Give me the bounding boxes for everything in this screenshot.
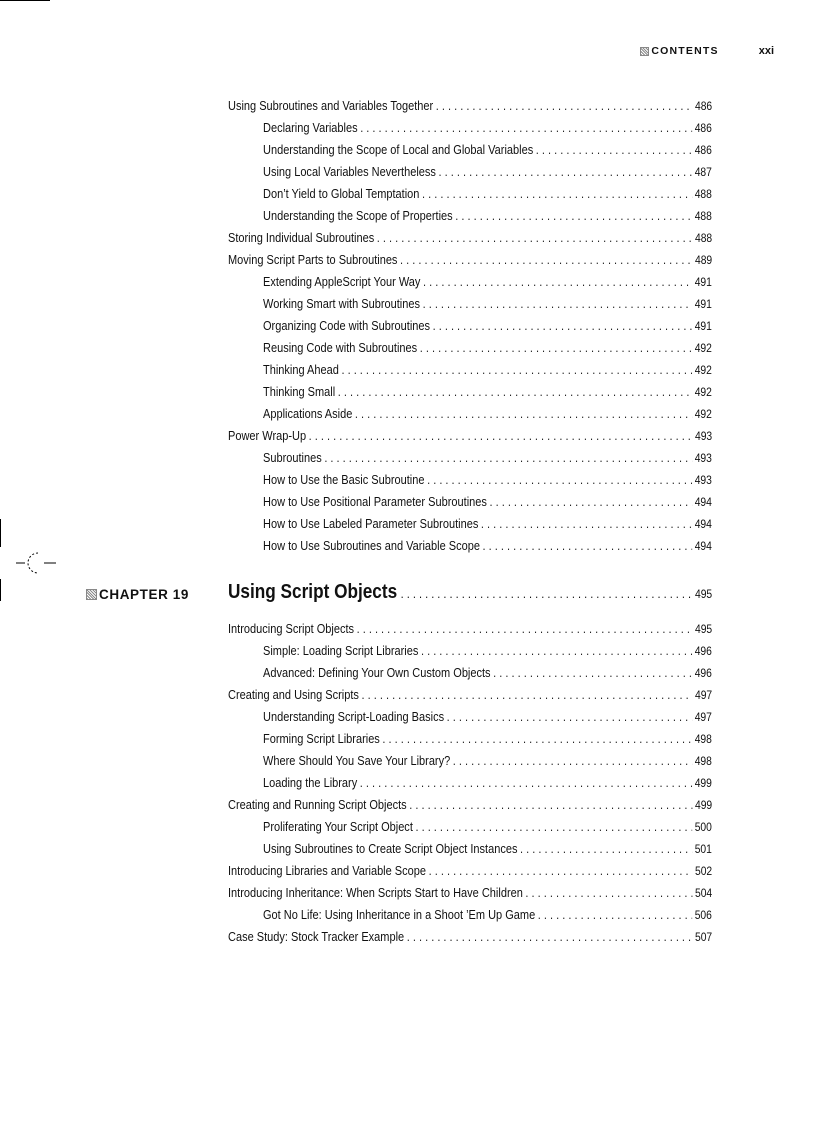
- toc-entry-page: 507: [694, 930, 713, 944]
- toc-entry-page: 502: [694, 864, 713, 878]
- toc-entry-page: 492: [694, 385, 712, 399]
- toc-entry-page: 501: [694, 842, 712, 856]
- toc-entry-page: 488: [694, 209, 712, 223]
- toc-entry-title: Introducing Script Objects: [228, 621, 355, 636]
- toc-entry-page: 493: [694, 451, 712, 465]
- toc-entry-page: 494: [694, 495, 712, 509]
- toc-entry-title: Introducing Libraries and Variable Scope: [228, 863, 427, 878]
- toc-entry-title: Advanced: Defining Your Own Custom Objects: [263, 665, 491, 680]
- leader-dots: [415, 818, 692, 836]
- chapter-title: Using Script Objects: [228, 581, 398, 603]
- toc-entry-page: 498: [694, 732, 712, 746]
- toc-entry-page: 493: [694, 473, 712, 487]
- leader-dots: [455, 207, 692, 225]
- toc-entry-title: Where Should You Save Your Library?: [263, 753, 451, 768]
- leader-dots: [433, 317, 693, 335]
- chapter-title-entry[interactable]: [228, 581, 712, 607]
- leader-dots: [338, 383, 692, 401]
- toc-entry-title: Declaring Variables: [263, 120, 358, 135]
- toc-entry-page: 486: [694, 99, 713, 113]
- leader-dots: [427, 471, 692, 489]
- leader-dots: [489, 493, 692, 511]
- toc-entry-page: 500: [694, 820, 712, 834]
- toc-entry[interactable]: [263, 642, 712, 660]
- toc-entry-page: 487: [694, 165, 712, 179]
- toc-entry[interactable]: [228, 884, 712, 902]
- leader-dots: [377, 229, 693, 247]
- toc-entry[interactable]: [263, 119, 712, 137]
- leader-dots: [481, 515, 692, 533]
- toc-entry-title: Creating and Using Scripts: [228, 687, 359, 702]
- toc-entry-page: 499: [694, 776, 712, 790]
- toc-entry[interactable]: [263, 471, 712, 489]
- toc-entry-title: How to Use Labeled Parameter Subroutines: [263, 516, 479, 531]
- toc-entry-title: Using Subroutines to Create Script Object Instances: [263, 841, 518, 856]
- toc-entry-title: Thinking Ahead: [263, 362, 339, 377]
- toc-entry-title: How to Use the Basic Subroutine: [263, 472, 425, 487]
- toc-entry-title: Introducing Inheritance: When Scripts Start to Have Children: [228, 885, 523, 900]
- toc-entry-page: 498: [694, 754, 712, 768]
- toc-entry-page: 496: [694, 644, 712, 658]
- toc-entry-title: Moving Script Parts to Subroutines: [228, 252, 398, 267]
- leader-dots: [382, 730, 692, 748]
- toc-entry-page: 496: [694, 666, 712, 680]
- page-number: xxi: [758, 45, 774, 57]
- toc-entry-title: Power Wrap-Up: [228, 428, 307, 443]
- leader-dots: [360, 774, 692, 792]
- running-header: [640, 44, 774, 58]
- toc-entry[interactable]: [263, 664, 712, 682]
- crop-mark-left-lower: [0, 579, 1, 601]
- toc-entry-title: Working Smart with Subroutines: [263, 296, 421, 311]
- toc-entry-page: 486: [694, 143, 712, 157]
- leader-dots: [438, 163, 692, 181]
- toc-entry[interactable]: [263, 730, 712, 748]
- toc-entry[interactable]: [263, 185, 712, 203]
- toc-entry[interactable]: [263, 273, 712, 291]
- toc-entry[interactable]: [263, 339, 712, 357]
- toc-entry-title: How to Use Positional Parameter Subroutines: [263, 494, 487, 509]
- toc-entry-title: Got No Life: Using Inheritance in a Shoot ’Em Up Game: [263, 907, 536, 922]
- toc-entry-title: Reusing Code with Subroutines: [263, 340, 418, 355]
- toc-entry-title: Extending AppleScript Your Way: [263, 274, 421, 289]
- toc-entry-page: 493: [694, 429, 713, 443]
- toc-entry[interactable]: [263, 207, 712, 225]
- toc-entry-title: Thinking Small: [263, 384, 336, 399]
- toc-entry[interactable]: [263, 752, 712, 770]
- crop-mark-top: [0, 0, 50, 1]
- leader-dots: [420, 339, 692, 357]
- toc-entry[interactable]: [263, 515, 712, 533]
- toc-entry[interactable]: [228, 229, 712, 247]
- leader-dots: [341, 361, 692, 379]
- toc-entry-page: 491: [694, 275, 712, 289]
- toc-entry-page: 486: [694, 121, 712, 135]
- leader-dots: [429, 862, 693, 880]
- toc-entry-title: Organizing Code with Subroutines: [263, 318, 431, 333]
- toc-entry-title: Case Study: Stock Tracker Example: [228, 929, 405, 944]
- leader-dots: [538, 906, 692, 924]
- toc-entry[interactable]: [228, 97, 712, 115]
- toc-entry-title: Applications Aside: [263, 406, 353, 421]
- toc-entry-title: Understanding the Scope of Local and Global Variables: [263, 142, 534, 157]
- toc-entry[interactable]: [263, 163, 712, 181]
- leader-dots: [423, 273, 692, 291]
- toc-entry[interactable]: [263, 840, 712, 858]
- leader-dots: [423, 295, 693, 313]
- chapter-label: [86, 585, 189, 603]
- section-label: CONTENTS: [651, 45, 719, 57]
- leader-dots: [447, 708, 692, 726]
- toc-entry-title: Understanding Script-Loading Basics: [263, 709, 445, 724]
- registration-mark-icon: [16, 548, 56, 578]
- toc-entry-page: 495: [694, 622, 713, 636]
- leader-dots: [536, 141, 692, 159]
- leader-dots: [360, 119, 692, 137]
- toc-entry-title: Subroutines: [263, 450, 322, 465]
- leader-dots: [401, 586, 692, 601]
- toc-entry[interactable]: [263, 317, 712, 335]
- leader-dots: [361, 686, 692, 704]
- leader-dots: [409, 796, 692, 814]
- toc-entry[interactable]: [263, 295, 712, 313]
- toc-entry[interactable]: [263, 383, 712, 401]
- toc-entry-page: 488: [694, 187, 712, 201]
- crop-mark-left-upper: [0, 519, 1, 547]
- toc-entry[interactable]: [263, 774, 712, 792]
- toc-entry-page: 499: [694, 798, 713, 812]
- toc-entry-title: Storing Individual Subroutines: [228, 230, 375, 245]
- leader-dots: [520, 840, 692, 858]
- toc-entry-title: Loading the Library: [263, 775, 358, 790]
- toc-entry-page: 492: [694, 341, 712, 355]
- toc-entry[interactable]: [263, 708, 712, 726]
- toc-entry-title: Using Local Variables Nevertheless: [263, 164, 436, 179]
- toc-entry-page: 489: [694, 253, 713, 267]
- leader-dots: [483, 537, 693, 555]
- toc-entry[interactable]: [228, 620, 712, 638]
- toc-entry-page: 506: [694, 908, 712, 922]
- leader-dots: [422, 185, 692, 203]
- hatch-marker-icon: [640, 47, 649, 56]
- leader-dots: [493, 664, 692, 682]
- toc-entry[interactable]: [228, 862, 712, 880]
- chapter-page: 495: [694, 587, 713, 601]
- toc-entry-title: Simple: Loading Script Libraries: [263, 643, 419, 658]
- toc-entry-page: 491: [694, 297, 712, 311]
- toc-entry-title: Understanding the Scope of Properties: [263, 208, 453, 223]
- toc-entry-title: Using Subroutines and Variables Together: [228, 98, 434, 113]
- chapter-number: CHAPTER 19: [99, 586, 190, 602]
- toc-entry[interactable]: [263, 405, 712, 423]
- toc-entry-title: Creating and Running Script Objects: [228, 797, 407, 812]
- toc-entry-page: 492: [694, 363, 712, 377]
- leader-dots: [421, 642, 692, 660]
- toc-entry-page: 488: [694, 231, 713, 245]
- toc-entry[interactable]: [228, 796, 712, 814]
- leader-dots: [436, 97, 693, 115]
- toc-entry[interactable]: [263, 141, 712, 159]
- leader-dots: [357, 620, 693, 638]
- toc-entry-page: 497: [694, 710, 712, 724]
- toc-entry-page: 492: [694, 407, 712, 421]
- toc-entry-title: How to Use Subroutines and Variable Scope: [263, 538, 480, 553]
- toc-entry[interactable]: [263, 537, 712, 555]
- leader-dots: [525, 884, 692, 902]
- toc-entry[interactable]: [228, 686, 712, 704]
- toc-entry-page: 491: [694, 319, 712, 333]
- toc-entry-page: 497: [694, 688, 713, 702]
- toc-entry-title: Proliferating Your Script Object: [263, 819, 413, 834]
- leader-dots: [407, 928, 693, 946]
- leader-dots: [355, 405, 692, 423]
- toc-entry[interactable]: [263, 818, 712, 836]
- toc-entry[interactable]: [228, 427, 712, 445]
- leader-dots: [309, 427, 693, 445]
- leader-dots: [453, 752, 692, 770]
- toc-entry-title: Don’t Yield to Global Temptation: [263, 186, 420, 201]
- toc-entry[interactable]: [228, 928, 712, 946]
- toc-entry-page: 504: [694, 886, 713, 900]
- toc-entry-title: Forming Script Libraries: [263, 731, 380, 746]
- toc-entry[interactable]: [263, 906, 712, 924]
- leader-dots: [400, 251, 692, 269]
- toc-entry[interactable]: [263, 493, 712, 511]
- leader-dots: [324, 449, 692, 467]
- toc-entry[interactable]: [228, 251, 712, 269]
- toc-entry-page: 494: [694, 539, 712, 553]
- toc-entry[interactable]: [263, 361, 712, 379]
- toc-entry[interactable]: [263, 449, 712, 467]
- toc-entry-page: 494: [694, 517, 712, 531]
- hatch-marker-icon: [86, 589, 97, 600]
